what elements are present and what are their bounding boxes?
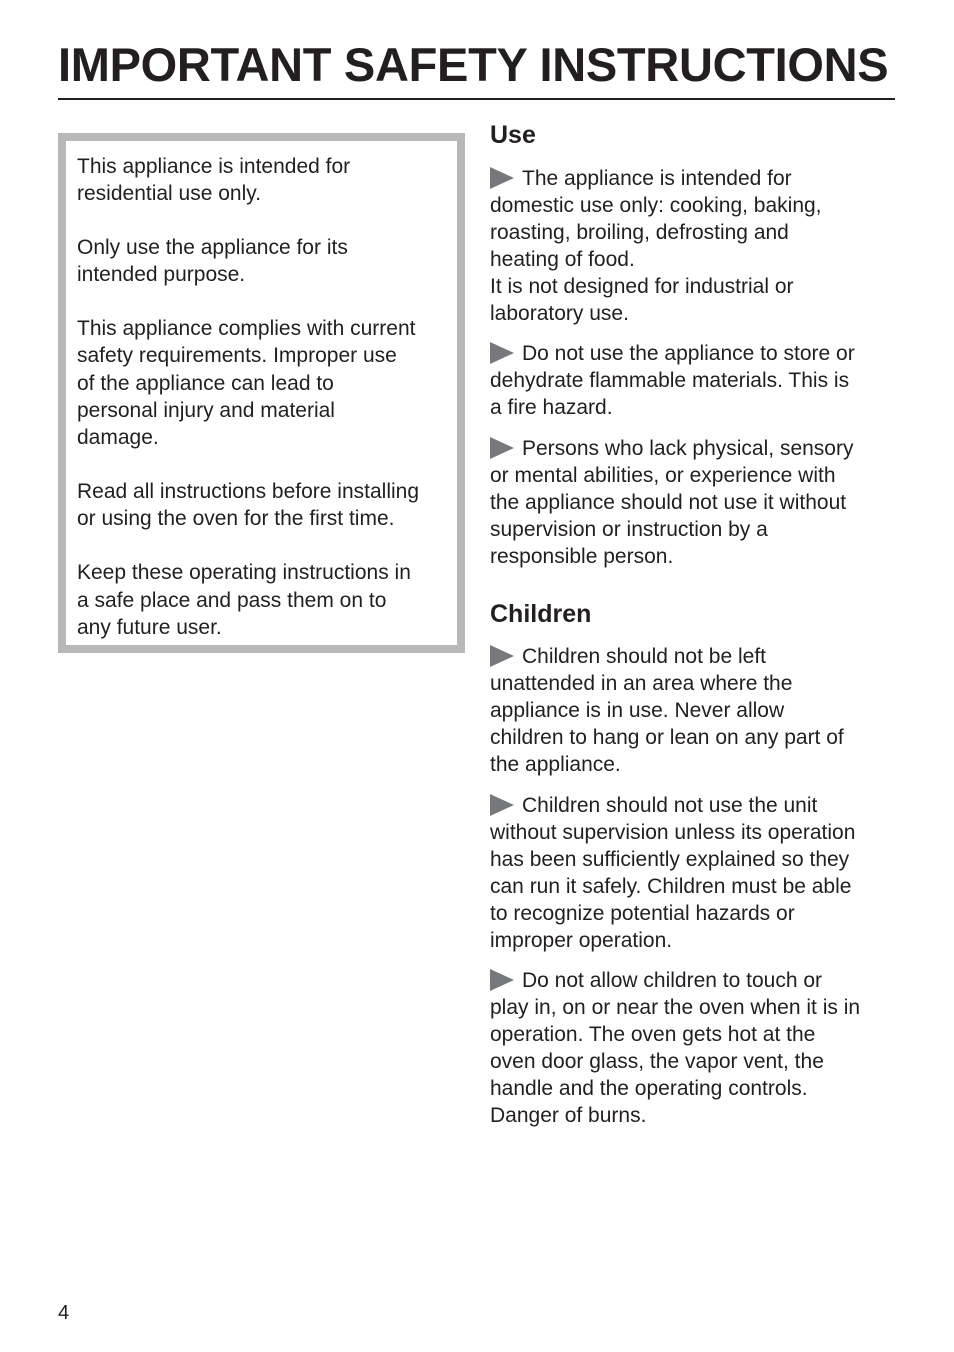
notice-paragraph: Read all instructions before installing or using the oven for the first time. [77,480,420,531]
section-heading-children: Children [490,600,592,628]
list-item: Children should not use the unit without supervision unless its operation has been sufficiently explained so they can run it safely. Children must be able to recognize potential hazards or improper operation. [490,794,856,953]
notice-paragraph: This appliance is intended for residential use only. [77,155,351,206]
section-heading-use: Use [490,121,536,149]
play-arrow-icon [490,167,514,189]
list-item: Children should not be left unattended in an area where the appliance is in use. Never allow children to hang or lean on any part of the appliance. [490,645,844,777]
page-number: 4 [58,1302,70,1324]
list-item: Do not allow children to touch or play in, on or near the oven when it is in operation. The oven gets hot at the oven door glass, the vapor vent, the handle and the operating controls. Danger of burns. [490,969,861,1128]
list-item: Do not use the appliance to store or dehydrate flammable materials. This is a fire hazard. [490,342,855,420]
notice-paragraph: Only use the appliance for its intended purpose. [77,236,348,287]
title-divider [58,98,895,100]
play-arrow-icon [490,342,514,364]
notice-paragraph: This appliance complies with current safety requirements. Improper use of the appliance can lead to personal injury and material damage. [77,317,416,450]
page-title: IMPORTANT SAFETY INSTRUCTIONS [58,38,889,91]
notice-box [58,133,465,653]
play-arrow-icon [490,969,514,991]
play-arrow-icon [490,794,514,816]
list-item: Persons who lack physical, sensory or mental abilities, or experience with the appliance should not use it without supervision or instruction by a responsible person. [490,437,854,569]
list-item: The appliance is intended for domestic use only: cooking, baking, roasting, broiling, defrosting and heating of food. It is not designed for industrial or laboratory use. [490,167,822,326]
play-arrow-icon [490,437,514,459]
notice-paragraph: Keep these operating instructions in a safe place and pass them on to any future user. [77,561,411,639]
play-arrow-icon [490,645,514,667]
